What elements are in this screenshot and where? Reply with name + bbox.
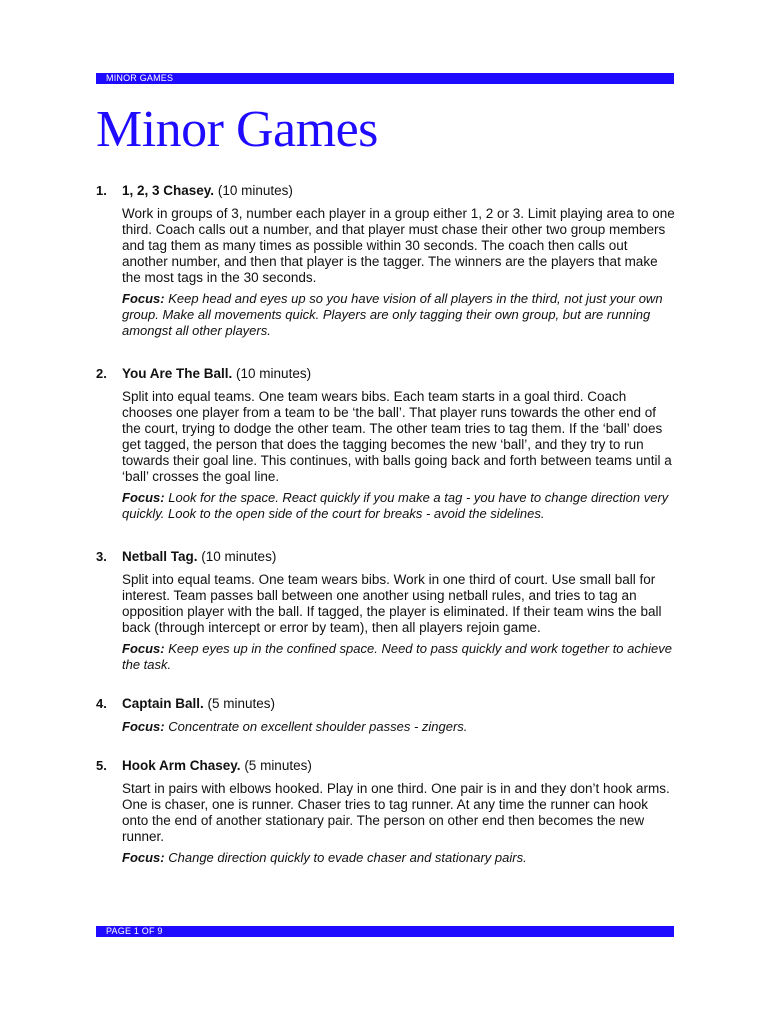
game-item (96, 757, 676, 866)
focus-text: Keep eyes up in the confined space. Need to pass quickly and work together to achieve the task. (122, 641, 672, 672)
focus-text: Keep head and eyes up so you have vision of all players in the third, not just your own group. Make all movements quick. Players are only tagging their own group, but are running amongst all other players. (122, 291, 663, 338)
item-heading (122, 695, 676, 713)
item-body: Split into equal teams. One team wears bibs. Work in one third of court. Use small ball for interest. Team passes ball between one another using netball rules, and tries to tag an opposition player with the ball. If tagged, the player is eliminated. If their team wins the ball back (through intercept or error by team), then all players rejoin game. (122, 572, 662, 635)
item-focus (122, 641, 676, 673)
focus-text: Concentrate on excellent shoulder passes - zingers. (168, 719, 468, 734)
game-item (96, 365, 676, 522)
item-duration: (10 minutes) (236, 366, 312, 381)
item-duration: (5 minutes) (244, 758, 312, 773)
item-body: Work in groups of 3, number each player in a group either 1, 2 or 3. Limit playing area to one third. Coach calls out a number, and that player must chase their other two group members and tag them as many times as possible within 30 seconds. The coach then calls out another number, and then that player is the tagger. The winners are the players that make the most tags in the 30 seconds. (122, 206, 675, 285)
item-name: 1, 2, 3 Chasey. (122, 183, 215, 198)
item-duration: (10 minutes) (217, 183, 293, 198)
item-name: Captain Ball. (122, 696, 204, 711)
item-number: 4. (96, 696, 107, 711)
item-focus (122, 291, 676, 339)
focus-label: Focus: (122, 490, 165, 505)
footer-band (96, 926, 674, 937)
item-duration: (5 minutes) (207, 696, 276, 711)
page-title: Minor Games (96, 101, 378, 158)
item-focus (122, 719, 676, 735)
item-heading (122, 548, 676, 566)
item-focus (122, 490, 676, 522)
item-heading (122, 365, 676, 383)
item-number: 2. (96, 366, 107, 381)
focus-text: Change direction quickly to evade chaser and stationary pairs. (168, 850, 527, 865)
item-name: Hook Arm Chasey. (122, 758, 241, 773)
item-number: 3. (96, 549, 107, 564)
item-name: Netball Tag. (122, 549, 198, 564)
item-body: Split into equal teams. One team wears bibs. Each team starts in a goal third. Coach chooses one player from a team to be ‘the ball’. That player runs towards the other end of the court, trying to dodge the other team. The other team tries to tag them. If the ‘ball’ does get tagged, the person that does the tagging becomes the new ‘ball’, and they try to run towards their goal line. This continues, with balls going back and forth between teams until a ‘ball’ crosses the goal line. (122, 389, 672, 484)
item-number: 5. (96, 758, 107, 773)
item-heading (122, 182, 676, 200)
game-item (96, 548, 676, 673)
focus-text: Look for the space. React quickly if you make a tag - you have to change direction very quickly. Look to the open side of the court for breaks - avoid the sidelines. (122, 490, 669, 521)
game-item (96, 182, 676, 339)
item-number: 1. (96, 183, 107, 198)
games-list (96, 182, 676, 886)
header-band (96, 73, 674, 84)
item-name: You Are The Ball. (122, 366, 233, 381)
focus-label: Focus: (122, 719, 165, 734)
game-item (96, 695, 676, 735)
focus-label: Focus: (122, 641, 165, 656)
page-number-label: PAGE 1 OF 9 (106, 926, 163, 936)
item-heading (122, 757, 676, 775)
focus-label: Focus: (122, 291, 165, 306)
focus-label: Focus: (122, 850, 165, 865)
header-band-label: MINOR GAMES (106, 73, 174, 83)
item-focus (122, 850, 676, 866)
item-duration: (10 minutes) (201, 549, 277, 564)
item-body: Start in pairs with elbows hooked. Play in one third. One pair is in and they don’t hook arms. One is chaser, one is runner. Chaser tries to tag runner. At any time the runner can hook onto the end of another stationary pair. The person on other end then becomes the new runner. (122, 781, 670, 844)
